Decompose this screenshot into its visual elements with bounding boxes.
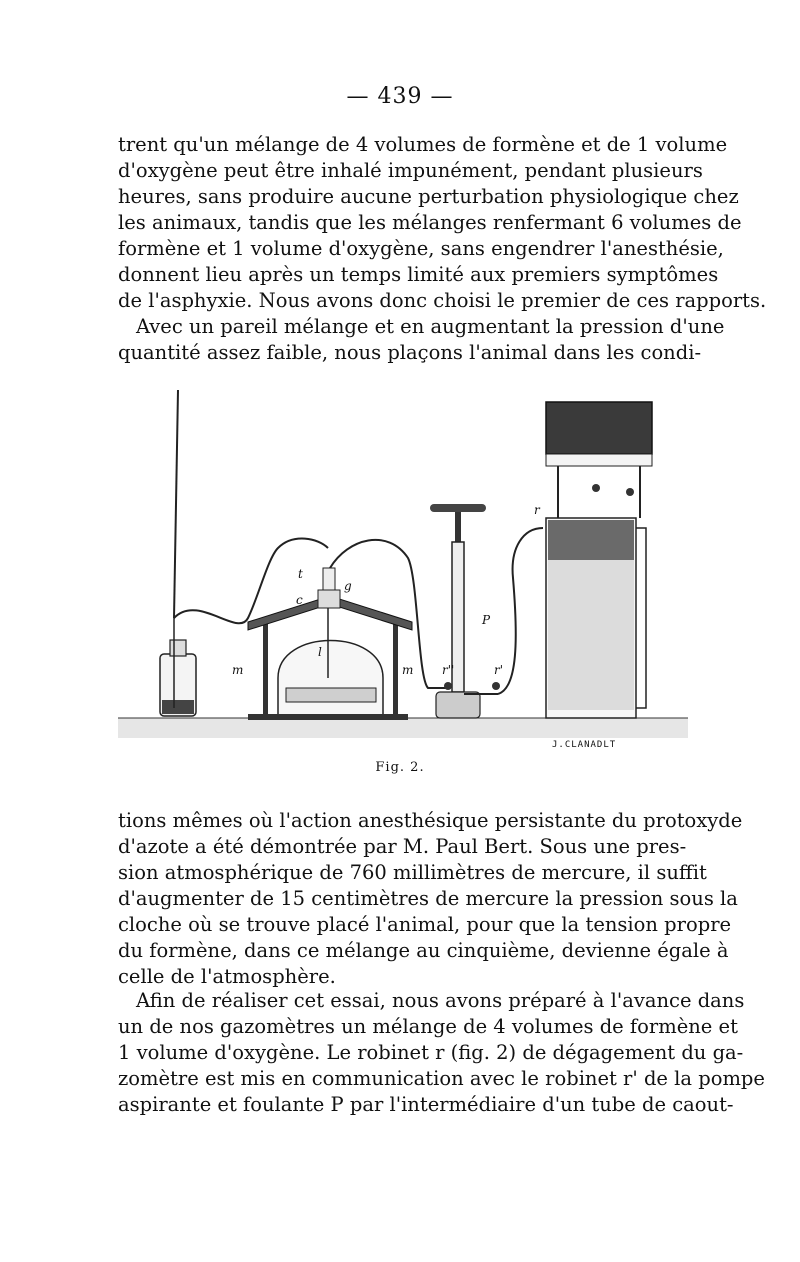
table-surface bbox=[118, 718, 688, 738]
apparatus-figure bbox=[118, 378, 688, 778]
label-m-left: m bbox=[232, 663, 244, 677]
text-line: de l'asphyxie. Nous avons donc choisi le premier de ces rapports. bbox=[118, 289, 767, 312]
page-number: — 439 — bbox=[346, 84, 454, 109]
label-l: l bbox=[318, 645, 322, 659]
paragraph-2 bbox=[118, 808, 743, 990]
bell-jar-apparatus bbox=[248, 568, 412, 720]
label-g: g bbox=[344, 579, 352, 593]
wash-bottle bbox=[160, 618, 196, 716]
text-line: du formène, dans ce mélange au cinquième, devienne égale à bbox=[118, 939, 729, 962]
text-line: celle de l'atmosphère. bbox=[118, 965, 336, 988]
text-line: un de nos gazomètres un mélange de 4 volumes de formène et bbox=[118, 1015, 738, 1038]
paragraph-3 bbox=[118, 988, 765, 1118]
apparatus-illustration bbox=[118, 378, 688, 778]
label-t: t bbox=[298, 567, 303, 581]
text-line: formène et 1 volume d'oxygène, sans engendrer l'anesthésie, bbox=[118, 237, 724, 260]
text-line: d'azote a été démontrée par M. Paul Bert. Sous une pres- bbox=[118, 835, 687, 858]
text-line: sion atmosphérique de 760 millimètres de mercure, il suffit bbox=[118, 861, 707, 884]
text-line: les animaux, tandis que les mélanges renfermant 6 volumes de bbox=[118, 211, 742, 234]
label-c: c bbox=[296, 593, 303, 607]
text-line: donnent lieu après un temps limité aux premiers symptômes bbox=[118, 263, 719, 286]
text-line: 1 volume d'oxygène. Le robinet r (fig. 2) de dégagement du ga- bbox=[118, 1041, 744, 1064]
text-line: tions mêmes où l'action anesthésique persistante du protoxyde bbox=[118, 809, 743, 832]
label-r-second: r'' bbox=[442, 663, 455, 677]
text-line: Avec un pareil mélange et en augmentant la pression d'une bbox=[136, 315, 725, 338]
gasometer bbox=[546, 402, 652, 718]
paragraph-1 bbox=[118, 132, 767, 366]
text-line: zomètre est mis en communication avec le robinet r' de la pompe bbox=[118, 1067, 765, 1090]
engraver-signature: J.CLANADLT bbox=[552, 740, 617, 750]
thermometer-rod bbox=[174, 390, 178, 618]
air-pump bbox=[430, 504, 500, 718]
label-P: P bbox=[482, 613, 491, 627]
label-m-right: m bbox=[402, 663, 414, 677]
text-line: cloche où se trouve placé l'animal, pour que la tension propre bbox=[118, 913, 732, 936]
text-line: heures, sans produire aucune perturbation physiologique chez bbox=[118, 185, 739, 208]
tube-to-gasometer bbox=[498, 528, 543, 694]
text-line: aspirante et foulante P par l'intermédiaire d'un tube de caout- bbox=[118, 1093, 734, 1116]
text-line: d'oxygène peut être inhalé impunément, pendant plusieurs bbox=[118, 159, 703, 182]
label-r-prime: r' bbox=[494, 663, 504, 677]
text-line: quantité assez faible, nous plaçons l'animal dans les condi- bbox=[118, 341, 702, 364]
text-line: trent qu'un mélange de 4 volumes de formène et de 1 volume bbox=[118, 133, 728, 156]
text-line: Afin de réaliser cet essai, nous avons préparé à l'avance dans bbox=[136, 989, 745, 1012]
text-line: d'augmenter de 15 centimètres de mercure la pression sous la bbox=[118, 887, 738, 910]
figure-caption: Fig. 2. bbox=[375, 760, 425, 775]
label-r: r bbox=[534, 503, 540, 517]
